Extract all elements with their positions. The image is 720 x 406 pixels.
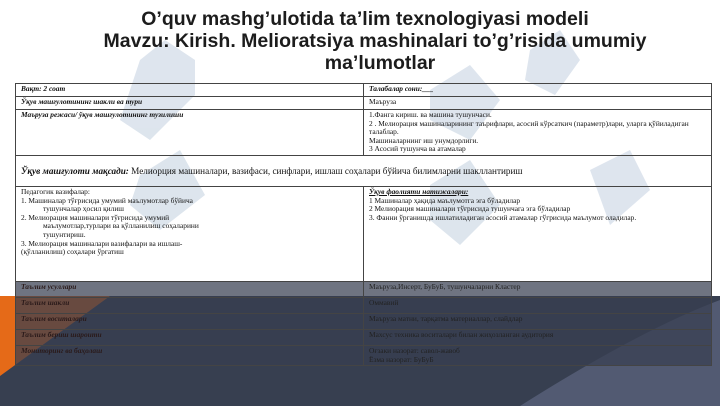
monitoring-line: Оғзаки назорат: савол-жавоб [369, 345, 460, 355]
table-row [16, 281, 712, 297]
results-title: Ўқув фаолияти натижалари: [369, 186, 469, 196]
methods-value: Маъруза,Инсерт, БуБуБ, тушунчаларни Кластер [364, 281, 712, 297]
form-label: Ўқув машғулотининг шакли ва тури [16, 97, 364, 110]
task-line: (қўлланилиш) соҳалари ўргатиш [21, 247, 124, 257]
table-row [16, 186, 712, 281]
form-type-label: Таълим шакли [16, 297, 364, 313]
table-row [16, 345, 712, 365]
task-line: маълумотлар,турлари ва қўлланилиш соҳаларини [43, 221, 199, 231]
page-title [0, 8, 720, 74]
plan-value [364, 110, 712, 156]
goal-label: Ўқув машғулоти мақсади: [21, 165, 129, 176]
table-row [16, 84, 712, 97]
plan-label: Маъруза режаси/ ўқув машғулотининг тузилиши [16, 110, 364, 156]
plan-line: Машиналарнинг иш унумдорлиги. [369, 135, 479, 145]
conditions-label: Таълим бериш шароити [16, 329, 364, 345]
goal-text: Мелиорция машиналари, вазифаси, синфлари, ишлаш соҳалари бўйича билимларни шакллантириш [128, 165, 523, 176]
conditions-value: Махсус техника воситалари билан жиҳозланган аудитория [364, 329, 712, 345]
time-cell: Вақт: 2 соат [16, 84, 364, 97]
title-line-3: ma’lumotlar [324, 52, 436, 74]
table-row [16, 297, 712, 313]
plan-line: 3 Асосий тушунча ва атамалар [369, 144, 466, 154]
plan-line: 2 . Мелиорация машиналарининг таърифлари, асосий кўрсаткич (параметр)лари, уларга қўйиладиган талаблар. [369, 118, 689, 137]
table-row [16, 110, 712, 156]
result-line: 1 Машиналар ҳақида маълумотга эга бўладилар [369, 195, 521, 205]
monitoring-line: Ёзма назорат: БуБуБ [369, 354, 434, 364]
table-row [16, 97, 712, 110]
tools-label: Таълим воситалари [16, 313, 364, 329]
methods-label: Таълим усуллари [16, 281, 364, 297]
table-row [16, 313, 712, 329]
task-line: тушунчалар ҳосил қилиш [43, 204, 124, 214]
title-line-2: Mavzu: Kirish. Melioratsiya mashinalari to’g’risida umumiy [103, 30, 647, 52]
plan-line: 1.Фанга кириш. ва машина тушунчаси. [369, 110, 492, 119]
monitoring-label: Мониторинг ва баҳолаш [16, 345, 364, 365]
goal-cell [16, 155, 712, 186]
monitoring-value [364, 345, 712, 365]
form-value: Маъруза [364, 97, 712, 110]
tasks-cell [16, 186, 364, 281]
task-line: 3. Мелиорация машиналари вазифалари ва ишлаш- [21, 238, 183, 248]
form-type-value: Оммавий [364, 297, 712, 313]
task-line: 2. Мелиорация машиналари тўғрисида умумий [21, 212, 170, 222]
task-line: тушунтириш. [43, 229, 86, 239]
lesson-model-table [15, 83, 712, 366]
task-line: Педагогик вазифалар: [21, 186, 90, 196]
results-cell [364, 186, 712, 281]
task-line: 1. Машиналар тўғрисида умумий маълумотлар бўйича [21, 195, 193, 205]
result-line: 2 Мелиорация машиналари тўғрисида тушунчага эга бўладилар [369, 204, 571, 214]
title-line-1: O’quv mashg’ulotida ta’lim texnologiyasi modeli [141, 8, 589, 30]
table-row [16, 155, 712, 186]
tools-value: Маъруза матни, тарқатма материаллар, слайдлар [364, 313, 712, 329]
table-row [16, 329, 712, 345]
result-line: 3. Фанни ўрганишда ишлатиладиган асосий атамалар гўгрисида маълумот оладилар. [369, 212, 637, 222]
students-cell: Талабалар сони:___ [364, 84, 712, 97]
